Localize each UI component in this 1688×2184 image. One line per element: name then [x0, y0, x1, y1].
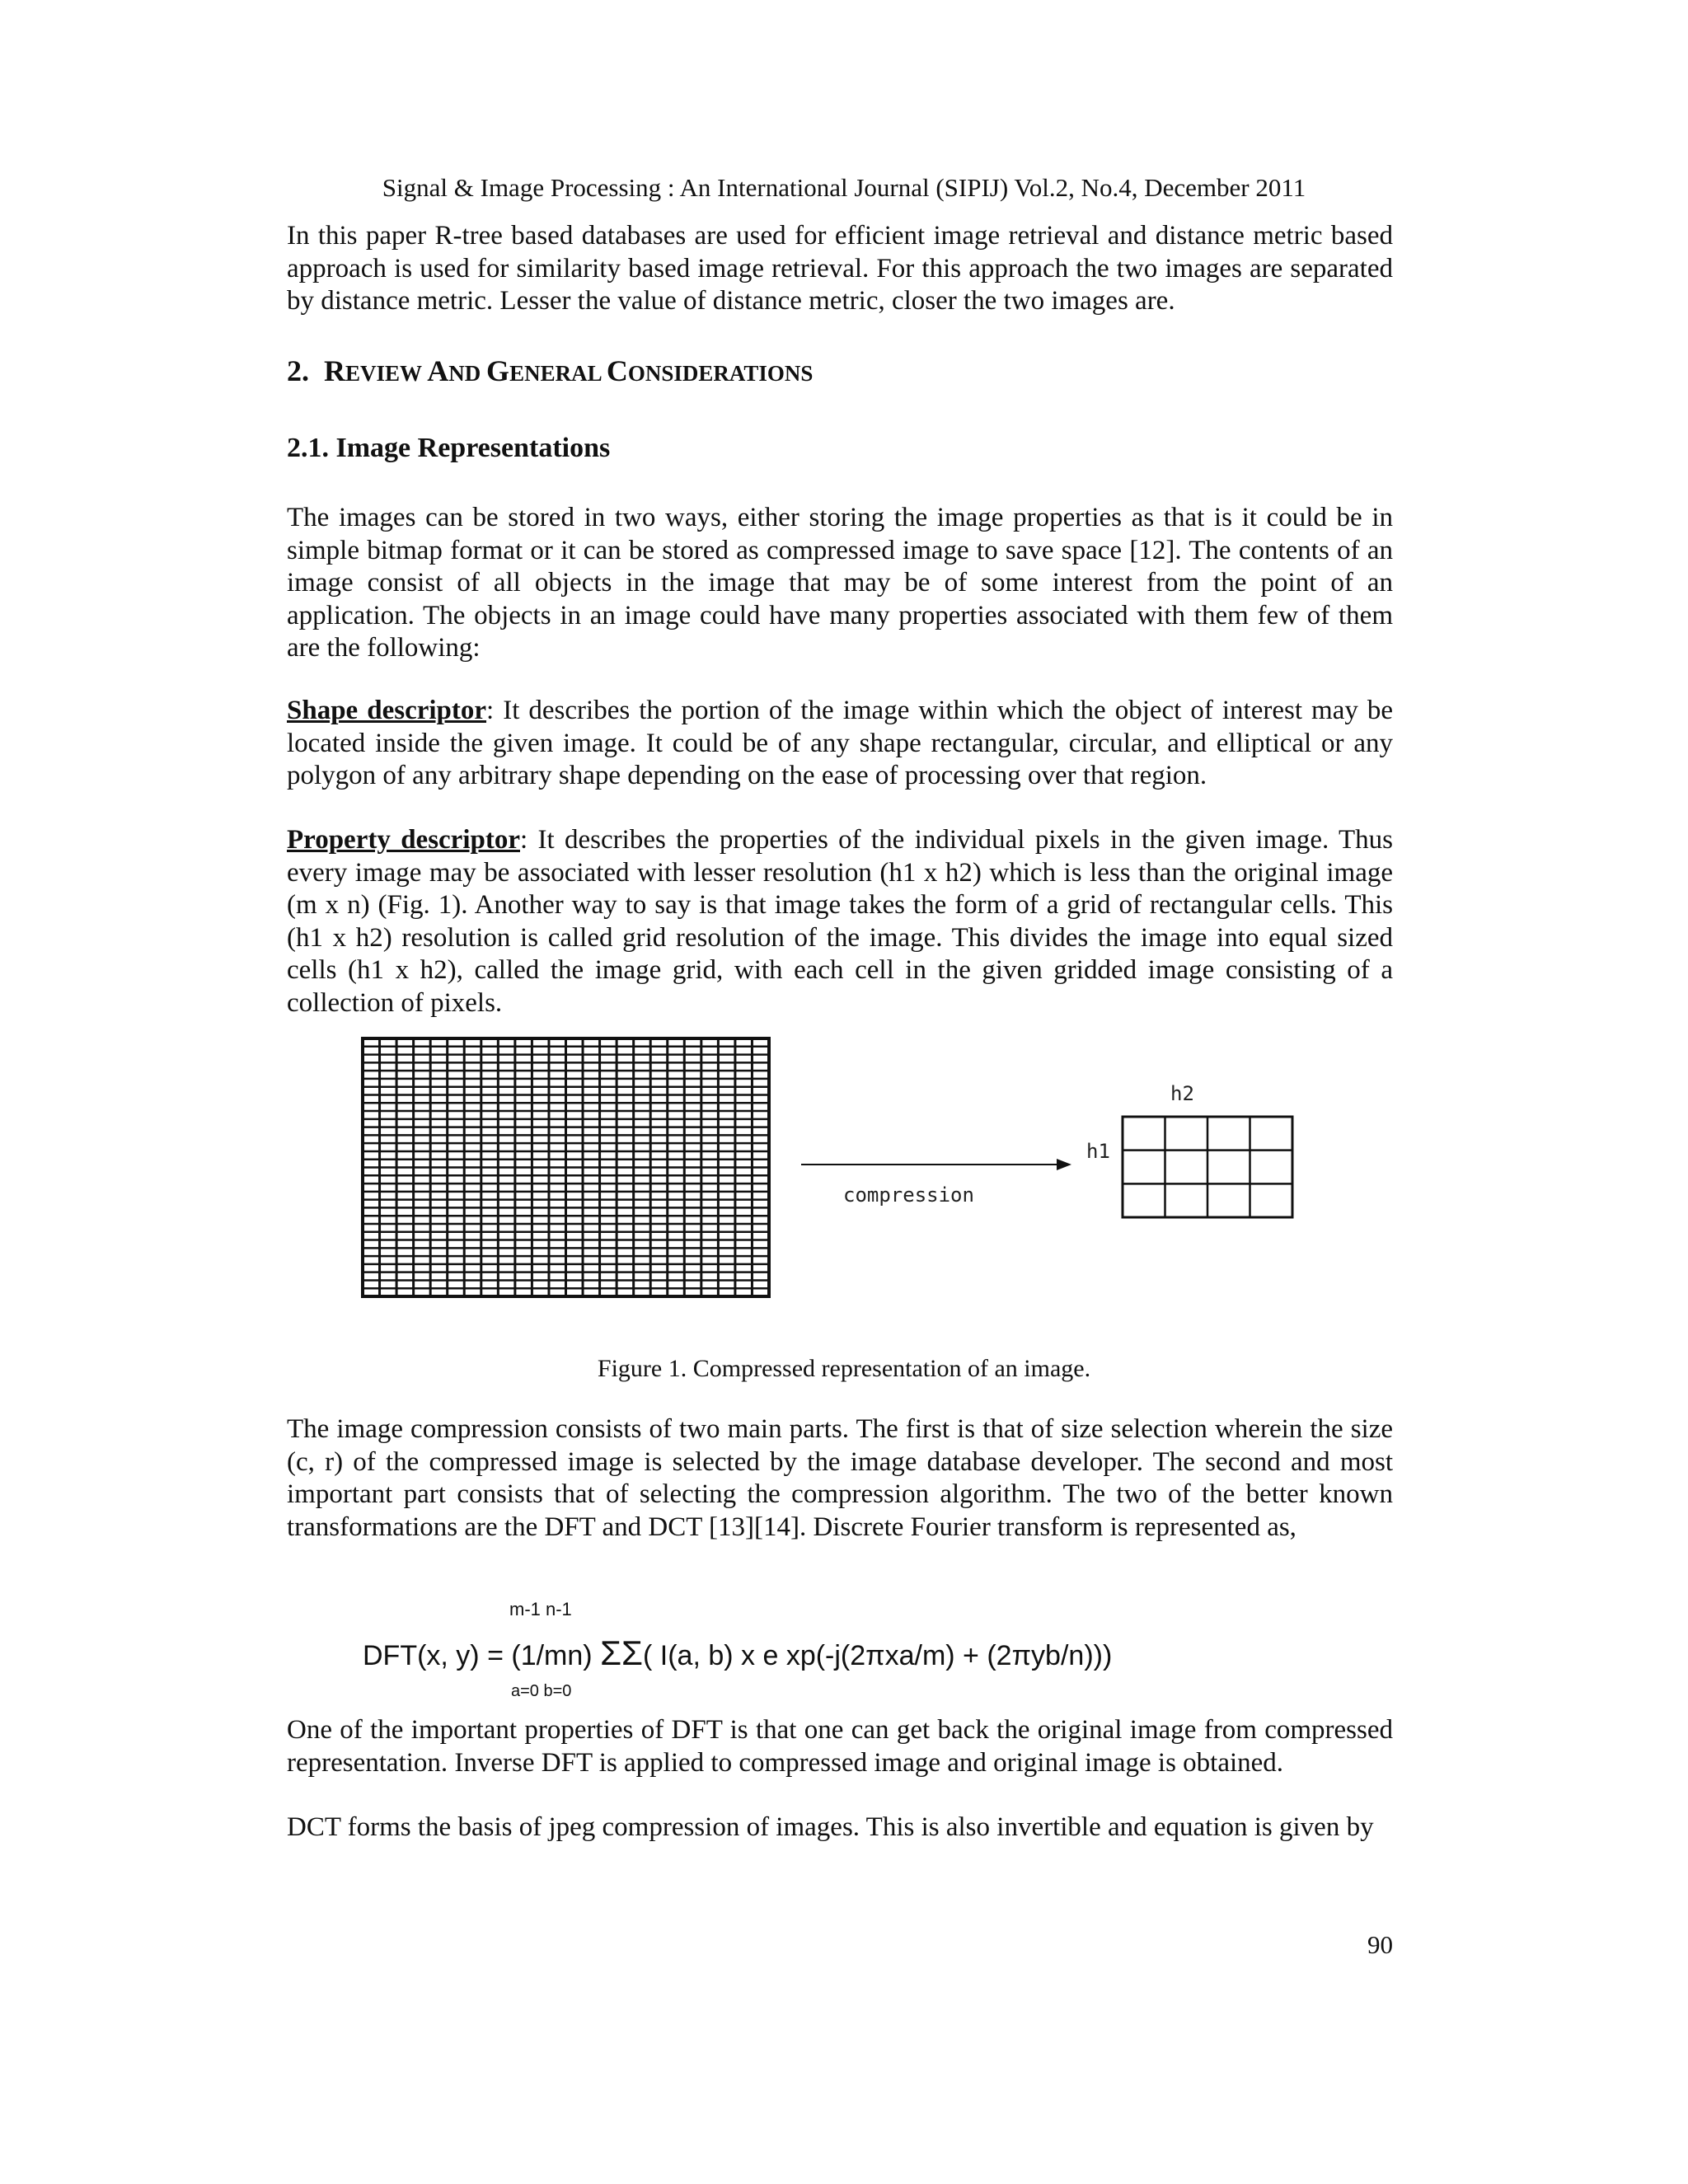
compression-arrow-head: [1057, 1159, 1071, 1170]
section-heading: 2. REVIEW AND GENERAL CONSIDERATIONS: [287, 354, 814, 387]
dft-rhs: ( I(a, b) x e xp(-j(2πxa/m) + (2πyb/n))): [643, 1640, 1113, 1671]
figure-caption: Figure 1. Compressed representation of an image.: [597, 1355, 1091, 1382]
shape-descriptor-text: : It describes the portion of the image within which the object of interest may be located inside the given image. It could be of any shape rectangular, circular, and elliptical or any polygon of any arbitrary shape depending on the ease of processing over that region.: [287, 696, 1394, 790]
original-image-grid: [363, 1038, 769, 1296]
intro-paragraph: In this paper R-tree based databases are used for efficient image retrieval and distance metric based approach is used for similarity based image retrieval. For this approach the two images are separated by distance metric. Lesser the value of distance metric, closer the two images are.: [287, 221, 1393, 316]
double-sum-symbol: ΣΣ: [600, 1633, 643, 1672]
dft-equation: [354, 1599, 1162, 1706]
compressed-image-grid: [1123, 1117, 1292, 1217]
figure-compressed-representation: [354, 1034, 1302, 1306]
dft-lower-limits: a=0 b=0: [511, 1682, 572, 1700]
page-number: 90: [1367, 1930, 1393, 1959]
compression-diagram: [354, 1034, 1302, 1306]
paragraph-image-compression: The image compression consists of two main parts. The first is that of size selection wherein the size (c, r) of the compressed image is selected by the image database developer. The second and most important part consists that of selecting the compression algorithm. The two of the better known transformations are the DFT and DCT [13][14]. Discrete Fourier transform is represented as,: [287, 1414, 1393, 1542]
paragraph-dct: DCT forms the basis of jpeg compression of images. This is also invertible and equation is given by: [287, 1812, 1374, 1842]
paragraph-property-descriptor: [287, 824, 1393, 1019]
property-descriptor-term: Property descriptor: [287, 825, 520, 855]
dft-upper-limits: m-1 n-1: [509, 1599, 572, 1619]
dft-expression: [363, 1635, 1112, 1674]
dft-lhs: DFT(x, y) = (1/mn): [363, 1640, 601, 1671]
running-header: Signal & Image Processing : An International Journal (SIPIJ) Vol.2, No.4, December 2011: [382, 173, 1306, 202]
paragraph-image-storage: The images can be stored in two ways, either storing the image properties as that is it could be in simple bitmap format or it can be stored as compressed image to save space [12]. The contents of an image consist of all objects in the image that may be of some interest from the point of an application. The objects in an image could have many properties associated with them few of them are the following:: [287, 503, 1393, 663]
shape-descriptor-term: Shape descriptor: [287, 696, 487, 725]
h2-label: h2: [1170, 1082, 1194, 1105]
paragraph-shape-descriptor: [287, 695, 1393, 793]
paragraph-inverse-dft: One of the important properties of DFT is that one can get back the original image from compressed representation. Inverse DFT is applied to compressed image and original image is obtained.: [287, 1715, 1393, 1778]
compression-label: compression: [843, 1183, 974, 1207]
section-number: 2.: [287, 354, 309, 387]
property-descriptor-text: : It describes the properties of the individual pixels in the given image. Thus every image may be associated with lesser resolution (h1 x h2) which is less than the original image (m x n) (Fig. 1). Another way to say is that image takes the form of a grid of rectangular cells. This (h1 x h2) resolution is called grid resolution of the image. This divides the image into equal sized cells (h1 x h2), called the image grid, with each cell in the given gridded image consisting of a collection of pixels.: [287, 825, 1393, 1018]
h1-label: h1: [1086, 1140, 1110, 1163]
subsection-heading: 2.1. Image Representations: [287, 433, 611, 463]
